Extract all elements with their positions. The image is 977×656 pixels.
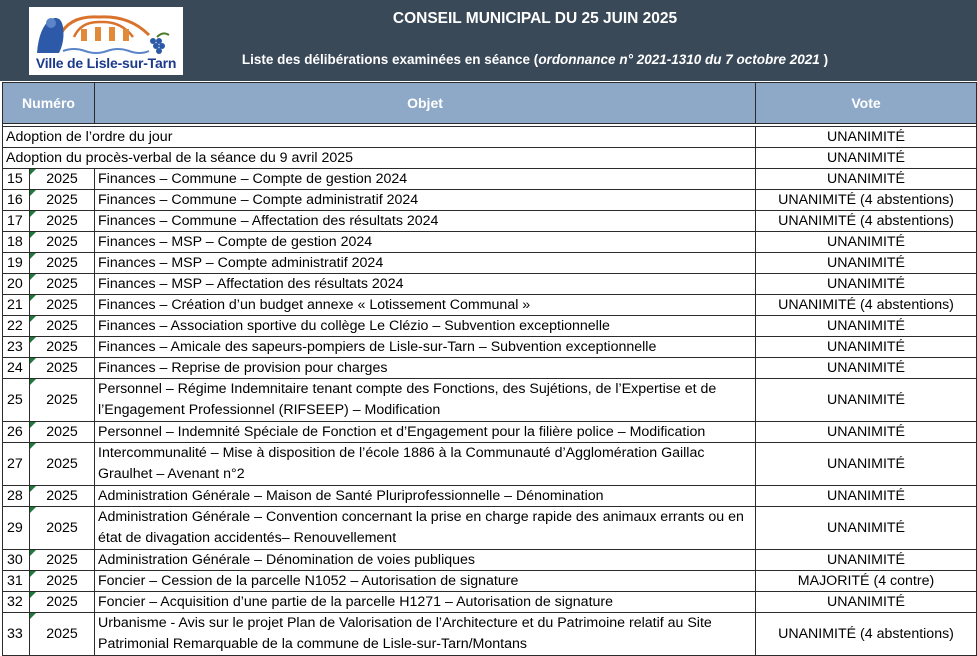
objet-cell: Finances – MSP – Compte de gestion 2024	[95, 232, 756, 253]
vote-cell: UNANIMITÉ	[756, 592, 977, 613]
objet-cell: Administration Générale – Convention concernant la prise en charge rapide des animaux errants ou en état de divagation accidentés– Renouvellement	[95, 507, 756, 550]
year-cell: 2025	[30, 571, 95, 592]
table-row	[3, 316, 977, 337]
table-row	[3, 550, 977, 571]
objet-cell: Intercommunalité – Mise à disposition de l’école 1886 à la Communauté d’Agglomération Gaillac Graulhet – Avenant n°2	[95, 443, 756, 486]
page-subtitle	[200, 52, 870, 67]
year-cell: 2025	[30, 274, 95, 295]
table-row	[3, 422, 977, 443]
vote-cell: UNANIMITÉ	[756, 274, 977, 295]
header-numero: Numéro	[3, 83, 95, 124]
year-cell: 2025	[30, 295, 95, 316]
number-cell: 22	[3, 316, 30, 337]
vote-cell: UNANIMITÉ	[756, 486, 977, 507]
year-cell: 2025	[30, 379, 95, 422]
objet-cell: Finances – Reprise de provision pour charges	[95, 358, 756, 379]
number-cell: 26	[3, 422, 30, 443]
header-band	[0, 0, 977, 81]
vote-cell: UNANIMITÉ	[756, 127, 977, 148]
objet-cell: Finances – Commune – Compte de gestion 2024	[95, 169, 756, 190]
objet-cell: Finances – Commune – Affectation des résultats 2024	[95, 211, 756, 232]
table-row	[3, 507, 977, 550]
number-cell: 23	[3, 337, 30, 358]
table-row	[3, 190, 977, 211]
table-row	[3, 274, 977, 295]
number-cell: 32	[3, 592, 30, 613]
subtitle-main: Liste des délibérations examinées en séance (	[241, 52, 539, 67]
objet-cell: Foncier – Cession de la parcelle N1052 – Autorisation de signature	[95, 571, 756, 592]
number-cell: 18	[3, 232, 30, 253]
subtitle-end: )	[819, 52, 829, 67]
table-row	[3, 337, 977, 358]
logo-text: Ville de Lisle-sur-Tarn	[35, 55, 177, 71]
town-logo	[29, 7, 183, 75]
year-cell: 2025	[30, 550, 95, 571]
deliberations-table	[2, 82, 977, 656]
table-row	[3, 232, 977, 253]
table-row	[3, 379, 977, 422]
vote-cell: UNANIMITÉ	[756, 148, 977, 169]
table-row	[3, 571, 977, 592]
year-cell: 2025	[30, 190, 95, 211]
number-cell: 29	[3, 507, 30, 550]
objet-cell: Adoption de l’ordre du jour	[3, 127, 756, 148]
year-cell: 2025	[30, 422, 95, 443]
year-cell: 2025	[30, 613, 95, 656]
year-cell: 2025	[30, 592, 95, 613]
table-row	[3, 211, 977, 232]
year-cell: 2025	[30, 211, 95, 232]
header-objet: Objet	[95, 83, 756, 124]
year-cell: 2025	[30, 486, 95, 507]
number-cell: 21	[3, 295, 30, 316]
objet-cell: Finances – Amicale des sapeurs-pompiers de Lisle-sur-Tarn – Subvention exceptionnelle	[95, 337, 756, 358]
objet-cell: Finances – Association sportive du collège Le Clézio – Subvention exceptionnelle	[95, 316, 756, 337]
number-cell: 27	[3, 443, 30, 486]
table-row	[3, 148, 977, 169]
table-row	[3, 613, 977, 656]
year-cell: 2025	[30, 507, 95, 550]
number-cell: 30	[3, 550, 30, 571]
vote-cell: UNANIMITÉ	[756, 337, 977, 358]
vote-cell: UNANIMITÉ	[756, 253, 977, 274]
vote-cell: UNANIMITÉ (4 abstentions)	[756, 211, 977, 232]
objet-cell: Administration Générale – Maison de Santé Pluriprofessionnelle – Dénomination	[95, 486, 756, 507]
objet-cell: Foncier – Acquisition d’une partie de la parcelle H1271 – Autorisation de signature	[95, 592, 756, 613]
vote-cell: UNANIMITÉ	[756, 316, 977, 337]
year-cell: 2025	[30, 253, 95, 274]
objet-cell: Urbanisme - Avis sur le projet Plan de Valorisation de l’Architecture et du Patrimoine relatif au Site Patrimonial Remarquable de la commune de Lisle-sur-Tarn/Montans	[95, 613, 756, 656]
objet-cell: Finances – Création d’un budget annexe « Lotissement Communal »	[95, 295, 756, 316]
objet-cell: Finances – MSP – Compte administratif 2024	[95, 253, 756, 274]
table-row	[3, 127, 977, 148]
logo-emblem-icon	[29, 7, 183, 57]
vote-cell: UNANIMITÉ	[756, 169, 977, 190]
number-cell: 28	[3, 486, 30, 507]
number-cell: 24	[3, 358, 30, 379]
table-body	[3, 124, 977, 656]
vote-cell: UNANIMITÉ	[756, 507, 977, 550]
header-vote: Vote	[756, 83, 977, 124]
vote-cell: UNANIMITÉ (4 abstentions)	[756, 190, 977, 211]
vote-cell: UNANIMITÉ	[756, 422, 977, 443]
table-row	[3, 486, 977, 507]
number-cell: 20	[3, 274, 30, 295]
vote-cell: UNANIMITÉ (4 abstentions)	[756, 613, 977, 656]
vote-cell: UNANIMITÉ	[756, 443, 977, 486]
objet-cell: Finances – MSP – Affectation des résultats 2024	[95, 274, 756, 295]
vote-cell: UNANIMITÉ	[756, 358, 977, 379]
page-title: CONSEIL MUNICIPAL DU 25 JUIN 2025	[392, 10, 678, 27]
objet-cell: Administration Générale – Dénomination de voies publiques	[95, 550, 756, 571]
number-cell: 15	[3, 169, 30, 190]
number-cell: 31	[3, 571, 30, 592]
table-row	[3, 253, 977, 274]
vote-cell: UNANIMITÉ (4 abstentions)	[756, 295, 977, 316]
table-row	[3, 169, 977, 190]
year-cell: 2025	[30, 337, 95, 358]
table-row	[3, 358, 977, 379]
vote-cell: MAJORITÉ (4 contre)	[756, 571, 977, 592]
year-cell: 2025	[30, 358, 95, 379]
objet-cell: Personnel – Régime Indemnitaire tenant compte des Fonctions, des Sujétions, de l’Expertise et de l’Engagement Professionnel (RIFSEEP) – Modification	[95, 379, 756, 422]
table-row	[3, 592, 977, 613]
vote-cell: UNANIMITÉ	[756, 379, 977, 422]
objet-cell: Finances – Commune – Compte administratif 2024	[95, 190, 756, 211]
vote-cell: UNANIMITÉ	[756, 232, 977, 253]
objet-cell: Adoption du procès-verbal de la séance du 9 avril 2025	[3, 148, 756, 169]
objet-cell: Personnel – Indemnité Spéciale de Fonction et d’Engagement pour la filière police – Modification	[95, 422, 756, 443]
number-cell: 16	[3, 190, 30, 211]
number-cell: 17	[3, 211, 30, 232]
year-cell: 2025	[30, 169, 95, 190]
year-cell: 2025	[30, 232, 95, 253]
number-cell: 25	[3, 379, 30, 422]
number-cell: 19	[3, 253, 30, 274]
table-row	[3, 443, 977, 486]
vote-cell: UNANIMITÉ	[756, 550, 977, 571]
table-header-row	[3, 83, 977, 124]
number-cell: 33	[3, 613, 30, 656]
year-cell: 2025	[30, 316, 95, 337]
subtitle-ordinance: ordonnance n° 2021-1310 du 7 octobre 2021	[538, 52, 820, 67]
year-cell: 2025	[30, 443, 95, 486]
table-row	[3, 295, 977, 316]
